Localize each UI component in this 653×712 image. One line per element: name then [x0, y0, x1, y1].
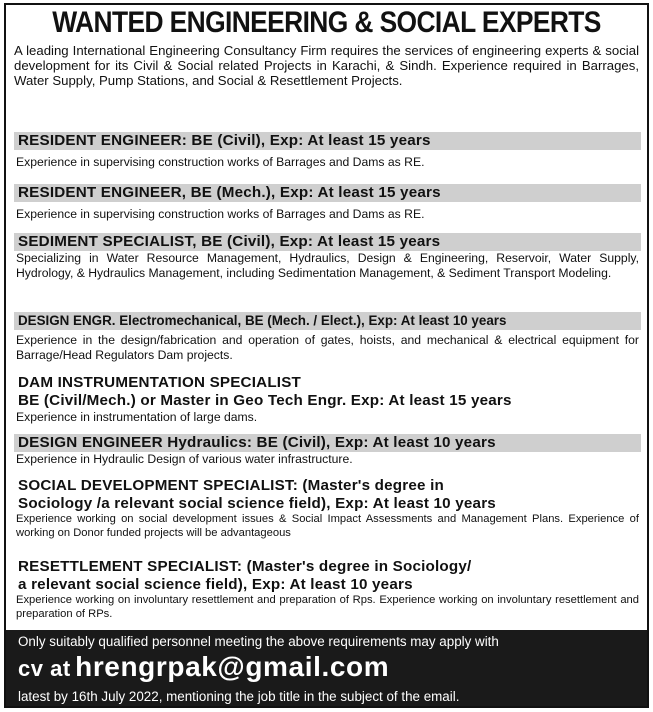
- position-description: Experience in supervising construction works of Barrages and Dams as RE.: [16, 207, 425, 221]
- email-address[interactable]: hrengrpak@gmail.com: [75, 651, 390, 682]
- position-resettlement-specialist: [14, 558, 641, 621]
- position-description: Specializing in Water Resource Management, Hydraulics, Design & Engineering, Reservoir, Water Supply, Hydrology, & Hydraulics Management, including Sedimentation Management, & Sediment Transport Modeling.: [16, 251, 639, 280]
- position-resident-engineer-mech: [14, 184, 641, 222]
- position-resident-engineer-civil: [14, 132, 641, 170]
- position-heading: SEDIMENT SPECIALIST, BE (Civil), Exp: At least 15 years: [14, 233, 641, 251]
- position-sediment-specialist: [14, 233, 641, 280]
- position-description: Experience in the design/fabrication and operation of gates, hoists, and mechanical & electrical equipment for Barrage/Head Regulators Dam projects.: [16, 333, 639, 362]
- position-design-engr-electromechanical: [14, 312, 641, 362]
- ad-title: WANTED ENGINEERING & SOCIAL EXPERTS: [52, 6, 601, 39]
- apply-instructions: Only suitably qualified personnel meeting the above requirements may apply with: [18, 634, 499, 649]
- job-advertisement: [4, 3, 649, 708]
- position-heading: RESIDENT ENGINEER: BE (Civil), Exp: At least 15 years: [14, 132, 641, 150]
- position-social-development-specialist: [14, 477, 641, 540]
- position-heading: RESIDENT ENGINEER, BE (Mech.), Exp: At least 15 years: [14, 184, 641, 202]
- position-heading: DESIGN ENGINEER Hydraulics: BE (Civil), Exp: At least 10 years: [14, 434, 641, 452]
- deadline-text: latest by 16th July 2022, mentioning the job title in the subject of the email.: [18, 689, 460, 704]
- position-heading: RESETTLEMENT SPECIALIST: (Master's degree in Sociology/: [18, 558, 472, 575]
- position-description: Experience working on involuntary resettlement and preparation of Rps. Experience working on involuntary resettlement and preparation of RPs.: [16, 594, 639, 620]
- position-heading: DESIGN ENGR. Electromechanical, BE (Mech. / Elect.), Exp: At least 10 years: [14, 312, 641, 330]
- cv-contact: [18, 650, 637, 689]
- position-description: Experience in supervising construction works of Barrages and Dams as RE.: [16, 155, 425, 169]
- intro-paragraph: A leading International Engineering Consultancy Firm requires the services of engineering experts & social development for its Civil & Social related Projects in Karachi, & Sindh. Experience required in Barrages, Water Supply, Pump Stations, and Social & Resettlement Projects.: [14, 43, 639, 88]
- position-description: Experience in Hydraulic Design of various water infrastructure.: [16, 452, 353, 466]
- position-heading: DAM INSTRUMENTATION SPECIALIST: [18, 374, 302, 391]
- position-subheading: a relevant social science field), Exp: At least 10 years: [18, 576, 413, 593]
- position-dam-instrumentation-specialist: [14, 374, 641, 425]
- position-description: Experience working on social development issues & Social Impact Assessments and Management Plans. Experience of working on Donor funded projects will be advantageous: [16, 513, 639, 539]
- position-design-engineer-hydraulics: [14, 434, 641, 467]
- position-heading: SOCIAL DEVELOPMENT SPECIALIST: (Master's degree in: [18, 477, 445, 494]
- position-subheading: BE (Civil/Mech.) or Master in Geo Tech Engr. Exp: At least 15 years: [18, 392, 512, 409]
- cv-prefix: cv at: [18, 656, 71, 681]
- application-footer: [6, 630, 647, 706]
- position-subheading: Sociology /a relevant social science field), Exp: At least 10 years: [18, 495, 496, 512]
- position-description: Experience in instrumentation of large dams.: [16, 410, 258, 424]
